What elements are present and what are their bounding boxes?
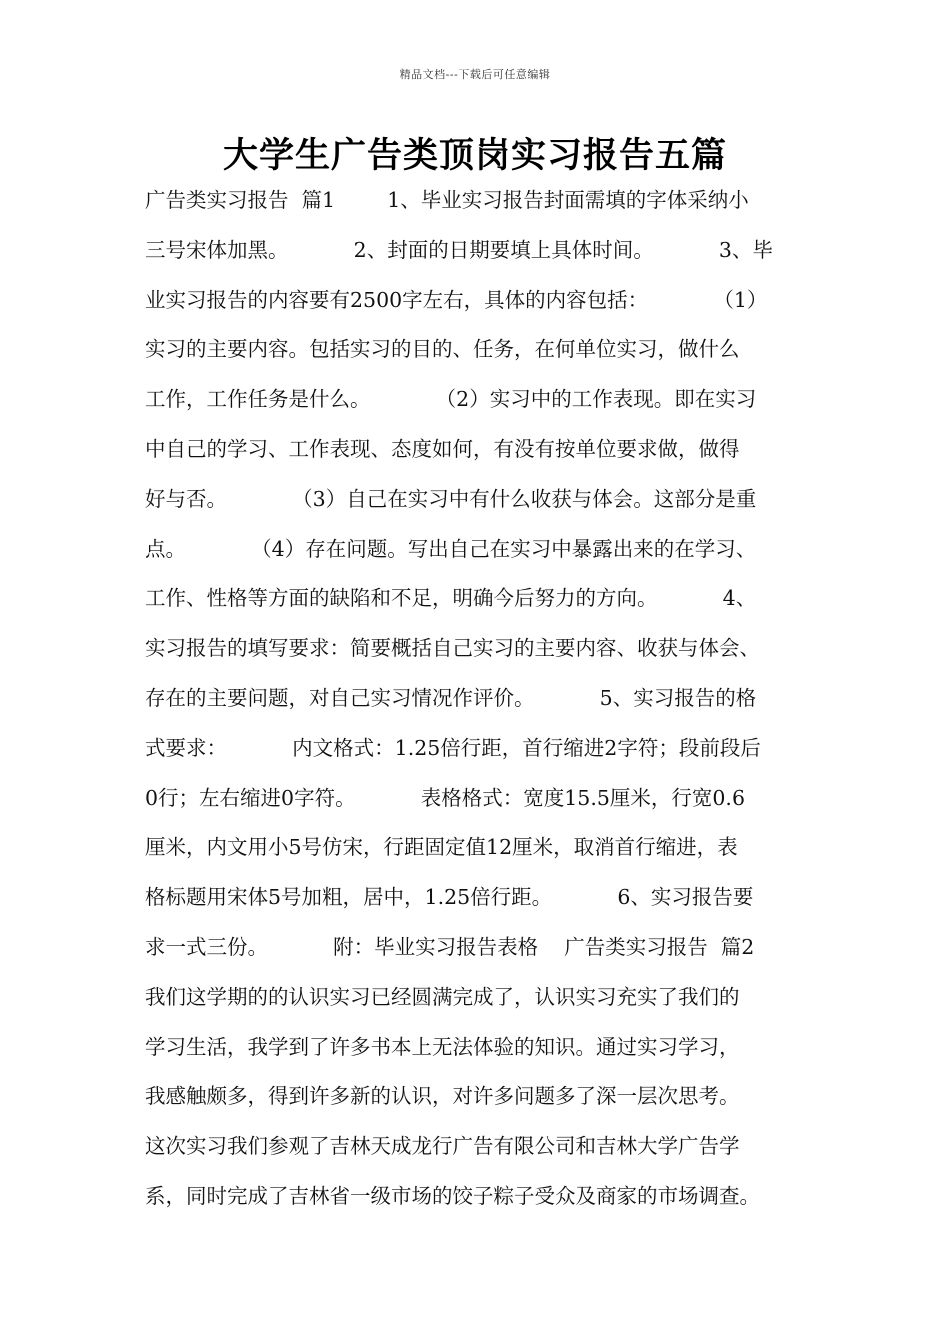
text-line: 我们这学期的的认识实习已经圆满完成了，认识实习充实了我们的: [145, 984, 740, 1009]
text-line: 我感触颇多，得到许多新的认识，对许多问题多了深一层次思考。: [145, 1084, 740, 1109]
header-note: 精品文档---下载后可任意编辑: [399, 68, 551, 81]
page-title: 大学生广告类顶岗实习报告五篇: [222, 136, 727, 176]
text-line: 好与否。 （3）自己在实习中有什么收获与体会。这部分是重: [145, 486, 757, 511]
text-line: 点。 （4）存在问题。写出自己在实习中暴露出来的在学习、: [145, 536, 757, 561]
text-line: 这次实习我们参观了吉林天成龙行广告有限公司和吉林大学广告学: [145, 1134, 740, 1159]
text-line: 业实习报告的内容要有2500字左右，具体的内容包括： （1）: [145, 287, 768, 312]
text-line: 存在的主要问题，对自己实习情况作评价。 5、实习报告的格: [145, 685, 757, 710]
text-line: 工作、性格等方面的缺陷和不足，明确今后努力的方向。 4、: [145, 586, 757, 611]
text-line: 式要求： 内文格式：1.25倍行距，首行缩进2字符；段前段后: [145, 735, 761, 760]
text-line: 实习的主要内容。包括实习的目的、任务，在何单位实习，做什么: [145, 337, 740, 362]
text-line: 0行；左右缩进0字符。 表格格式：宽度15.5厘米，行宽0.6: [145, 785, 745, 810]
text-line: 系，同时完成了吉林省一级市场的饺子粽子受众及商家的市场调查。: [145, 1183, 760, 1208]
text-line: 中自己的学习、工作表现、态度如何，有没有按单位要求做，做得: [145, 436, 740, 461]
text-line: 求一式三份。 附：毕业实习报告表格 广告类实习报告 篇2: [145, 934, 755, 959]
text-line: 厘米，内文用小5号仿宋，行距固定值12厘米，取消首行缩进，表: [145, 835, 738, 860]
text-line: 工作，工作任务是什么。 （2）实习中的工作表现。即在实习: [145, 387, 757, 412]
text-line: 学习生活，我学到了许多书本上无法体验的知识。通过实习学习，: [145, 1034, 740, 1059]
text-line: 实习报告的填写要求：简要概括自己实习的主要内容、收获与体会、: [145, 636, 760, 661]
text-line: 广告类实习报告 篇1 1、毕业实习报告封面需填的字体采纳小: [145, 188, 749, 212]
text-line: 三号宋体加黑。 2、封面的日期要填上具体时间。 3、毕: [145, 237, 773, 262]
text-line: 格标题用宋体5号加粗，居中，1.25倍行距。 6、实习报告要: [145, 885, 754, 910]
body-text: [145, 182, 825, 1228]
